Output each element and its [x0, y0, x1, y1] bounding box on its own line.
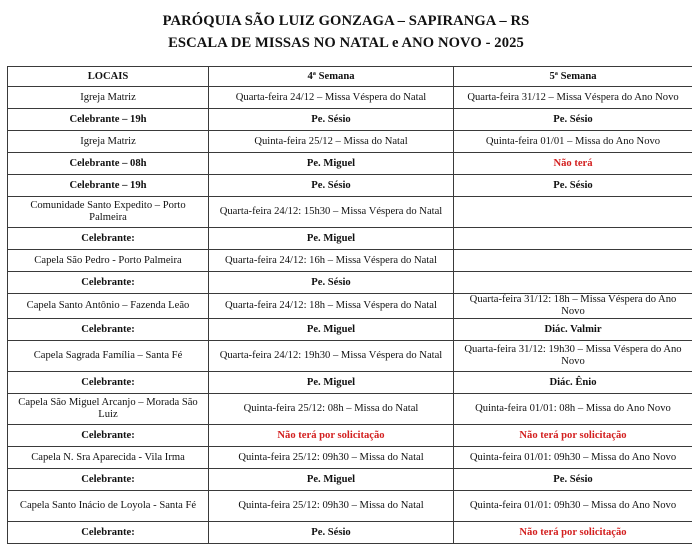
week4-cell: Quinta-feira 25/12: 08h – Missa do Natal — [209, 394, 454, 425]
week5-celebrant-cell: Diác. Ênio — [454, 372, 692, 394]
table-row — [8, 425, 692, 447]
week4-celebrant-cell: Pe. Miguel — [209, 228, 454, 250]
week5-cell: Quinta-feira 01/01 – Missa do Ano Novo — [454, 131, 692, 153]
table-row — [8, 394, 692, 425]
table-row — [8, 197, 692, 228]
celebrant-label-cell: Celebrante – 08h — [8, 153, 209, 175]
week5-celebrant-cell — [454, 228, 692, 250]
local-cell: Igreja Matriz — [8, 87, 209, 109]
schedule-title: ESCALA DE MISSAS NO NATAL e ANO NOVO - 2025 — [0, 32, 692, 54]
week4-celebrant-cell: Pe. Miguel — [209, 153, 454, 175]
table-row — [8, 131, 692, 153]
week5-celebrant-cell: Pe. Sésio — [454, 469, 692, 491]
week5-cell: Quinta-feira 01/01: 09h30 – Missa do Ano Novo — [454, 491, 692, 522]
week5-celebrant-cell: Não terá por solicitação — [454, 425, 692, 447]
week5-cell: Quinta-feira 01/01: 08h – Missa do Ano Novo — [454, 394, 692, 425]
week5-cell: Quinta-feira 01/01: 09h30 – Missa do Ano Novo — [454, 447, 692, 469]
week5-celebrant-cell: Não terá — [454, 153, 692, 175]
celebrant-label-cell: Celebrante: — [8, 319, 209, 341]
week5-celebrant-cell: Pe. Sésio — [454, 109, 692, 131]
table-row — [8, 87, 692, 109]
table-row — [8, 447, 692, 469]
celebrant-label-cell: Celebrante: — [8, 372, 209, 394]
celebrant-label-cell: Celebrante – 19h — [8, 109, 209, 131]
table-row — [8, 109, 692, 131]
week4-celebrant-cell: Pe. Sésio — [209, 175, 454, 197]
table-row — [8, 294, 692, 319]
celebrant-label-cell: Celebrante: — [8, 272, 209, 294]
week4-cell: Quinta-feira 25/12: 09h30 – Missa do Natal — [209, 491, 454, 522]
week5-cell: Quarta-feira 31/12: 18h – Missa Véspera do Ano Novo — [454, 294, 692, 319]
week4-celebrant-cell: Pe. Sésio — [209, 109, 454, 131]
week4-cell: Quarta-feira 24/12: 19h30 – Missa Véspera do Natal — [209, 341, 454, 372]
week5-celebrant-cell: Pe. Sésio — [454, 175, 692, 197]
week4-celebrant-cell: Pe. Miguel — [209, 319, 454, 341]
local-cell: Capela São Pedro - Porto Palmeira — [8, 250, 209, 272]
week5-cell — [454, 250, 692, 272]
local-cell: Capela São Miguel Arcanjo – Morada São Luiz — [8, 394, 209, 425]
local-cell: Igreja Matriz — [8, 131, 209, 153]
week4-cell: Quarta-feira 24/12: 15h30 – Missa Véspera do Natal — [209, 197, 454, 228]
table-header-row — [8, 67, 692, 87]
celebrant-label-cell: Celebrante – 19h — [8, 175, 209, 197]
column-header-locais: LOCAIS — [8, 67, 209, 87]
week5-cell: Quarta-feira 31/12 – Missa Véspera do Ano Novo — [454, 87, 692, 109]
celebrant-label-cell: Celebrante: — [8, 469, 209, 491]
table-row — [8, 522, 692, 544]
table-row — [8, 491, 692, 522]
week5-cell — [454, 197, 692, 228]
week4-celebrant-cell: Pe. Miguel — [209, 372, 454, 394]
table-row — [8, 319, 692, 341]
local-cell: Capela N. Sra Aparecida - Vila Irma — [8, 447, 209, 469]
local-cell: Capela Santo Inácio de Loyola - Santa Fé — [8, 491, 209, 522]
table-row — [8, 469, 692, 491]
local-cell: Comunidade Santo Expedito – Porto Palmeira — [8, 197, 209, 228]
week4-celebrant-cell: Pe. Miguel — [209, 469, 454, 491]
week5-cell: Quarta-feira 31/12: 19h30 – Missa Véspera do Ano Novo — [454, 341, 692, 372]
table-row — [8, 272, 692, 294]
week4-celebrant-cell: Não terá por solicitação — [209, 425, 454, 447]
celebrant-label-cell: Celebrante: — [8, 228, 209, 250]
table-row — [8, 175, 692, 197]
document-header — [0, 10, 692, 54]
table-row — [8, 372, 692, 394]
week4-cell: Quinta-feira 25/12 – Missa do Natal — [209, 131, 454, 153]
week5-celebrant-cell: Diác. Valmir — [454, 319, 692, 341]
week5-celebrant-cell — [454, 272, 692, 294]
table-row — [8, 228, 692, 250]
column-header-week-4: 4ª Semana — [209, 67, 454, 87]
local-cell: Capela Santo Antônio – Fazenda Leão — [8, 294, 209, 319]
celebrant-label-cell: Celebrante: — [8, 425, 209, 447]
week4-cell: Quinta-feira 25/12: 09h30 – Missa do Natal — [209, 447, 454, 469]
table-row — [8, 250, 692, 272]
table-row — [8, 341, 692, 372]
week4-cell: Quarta-feira 24/12: 18h – Missa Véspera do Natal — [209, 294, 454, 319]
week4-celebrant-cell: Pe. Sésio — [209, 522, 454, 544]
week4-cell: Quarta-feira 24/12 – Missa Véspera do Natal — [209, 87, 454, 109]
column-header-week-5: 5ª Semana — [454, 67, 692, 87]
table-row — [8, 153, 692, 175]
celebrant-label-cell: Celebrante: — [8, 522, 209, 544]
mass-schedule-table — [7, 66, 692, 544]
week4-cell: Quarta-feira 24/12: 16h – Missa Véspera do Natal — [209, 250, 454, 272]
parish-title: PARÓQUIA SÃO LUIZ GONZAGA – SAPIRANGA – RS — [0, 10, 692, 32]
week4-celebrant-cell: Pe. Sésio — [209, 272, 454, 294]
week5-celebrant-cell: Não terá por solicitação — [454, 522, 692, 544]
local-cell: Capela Sagrada Família – Santa Fé — [8, 341, 209, 372]
